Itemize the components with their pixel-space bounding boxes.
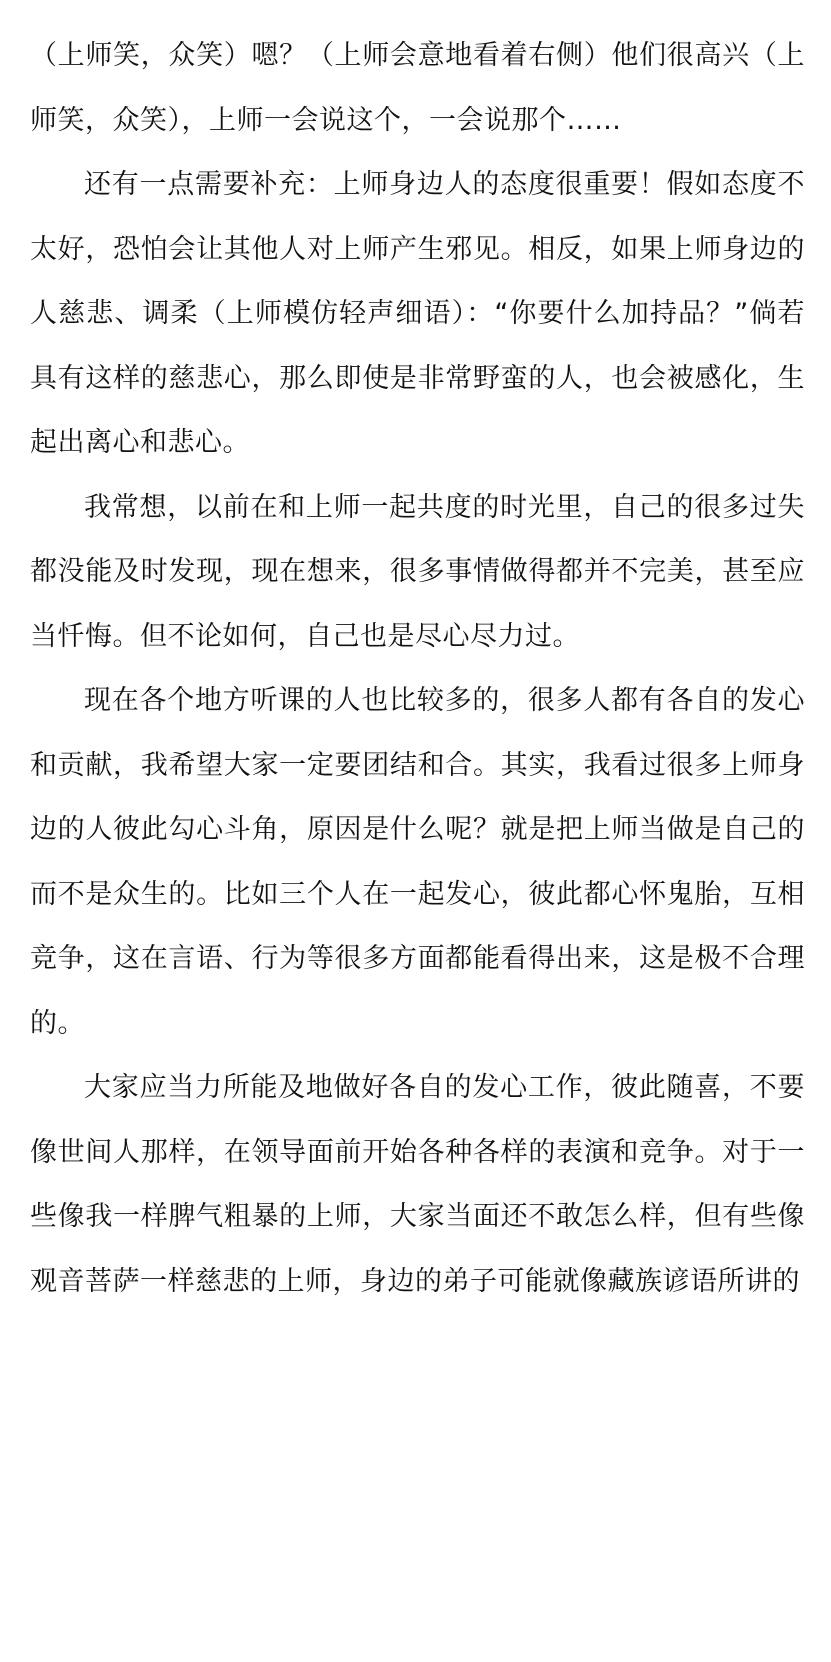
paragraph-4: 现在各个地方听课的人也比较多的，很多人都有各自的发心和贡献，我希望大家一定要团结和合。其实，我看过很多上师身边的人彼此勾心斗角，原因是什么呢？就是把上师当做是自己的而不是众生的。比如三个人在一起发心，彼此都心怀鬼胎，互相竞争，这在言语、行为等很多方面都能看得出来，这是极不合理的。 <box>30 685 805 1039</box>
paragraph-3: 我常想，以前在和上师一起共度的时光里，自己的很多过失都没能及时发现，现在想来，很多事情做得都并不完美，甚至应当忏悔。但不论如何，自己也是尽心尽力过。 <box>30 491 805 652</box>
document-body <box>30 24 805 1314</box>
paragraph-5: 大家应当力所能及地做好各自的发心工作，彼此随喜，不要像世间人那样，在领导面前开始各种各样的表演和竞争。对于一些像我一样脾气粗暴的上师，大家当面还不敢怎么样，但有些像观音菩萨一样慈悲的上师，身边的弟子可能就像藏族谚语所讲的 <box>30 1072 805 1297</box>
paragraph-2: 还有一点需要补充：上师身边人的态度很重要！假如态度不太好，恐怕会让其他人对上师产生邪见。相反，如果上师身边的人慈悲、调柔（上师模仿轻声细语）：“你要什么加持品？”倘若具有这样的慈悲心，那么即使是非常野蛮的人，也会被感化，生起出离心和悲心。 <box>30 169 805 458</box>
paragraph-1: （上师笑，众笑）嗯？（上师会意地看着右侧）他们很高兴（上师笑，众笑），上师一会说这个，一会说那个…… <box>30 40 805 136</box>
